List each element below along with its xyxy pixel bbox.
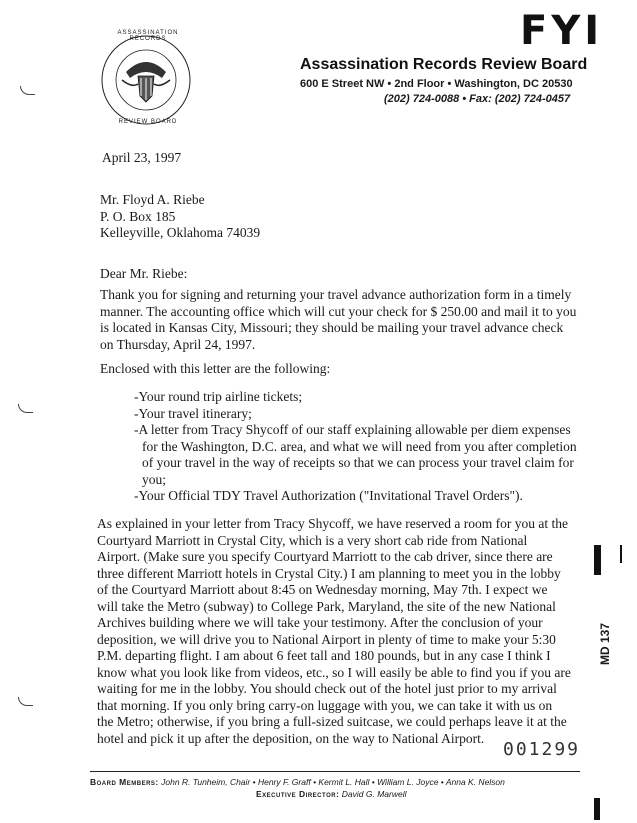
enclosure-list <box>134 389 577 505</box>
list-item-continuation: for the Washington, D.C. area, and what we will need from you after completion <box>142 438 577 454</box>
salutation: Dear Mr. Riebe: <box>100 266 188 281</box>
seal-text-top: ASSASSINATION RECORDS <box>117 30 179 42</box>
paragraph-line: As explained in your letter from Tracy Shycoff, we have reserved a room for you at the <box>97 516 568 531</box>
paragraph-1 <box>100 287 576 353</box>
board-members-list: John R. Tunheim, Chair • Henry F. Graff • Kermit L. Hall • William L. Joyce • Anna K. Nelson <box>161 777 505 787</box>
paragraph-line: the Metro; otherwise, if you bring a full-sized suitcase, we could perhaps leave it at the <box>97 714 567 729</box>
executive-director-label: Executive Director: <box>256 789 340 799</box>
paragraph-line: deposition, we will drive you to National Airport in plenty of time to make your 5:30 <box>97 631 556 647</box>
executive-director-name: David G. Marwell <box>341 789 407 799</box>
seal-text-bottom: REVIEW BOARD <box>118 119 178 125</box>
paragraph-line: on Thursday, April 24, 1997. <box>100 336 256 352</box>
paragraph-line: that morning. If you only bring carry-on luggage with you, we can take it with us on <box>97 697 553 713</box>
paragraph-line: P.M. departing flight. I am about 6 feet tall and 180 pounds, but in any case I think I <box>97 648 551 663</box>
paragraph-line: waiting for me in the lobby. You should check out of the hotel just prior to my arrival <box>97 681 557 696</box>
list-item: -Your round trip airline tickets; <box>134 389 303 404</box>
paragraph-line: manner. The accounting office which will cut your check for $ 250.00 and mail it to you <box>100 303 577 319</box>
paragraph-line: know what you look like from videos, etc., so I will easily be able to find you if you are <box>97 664 571 680</box>
edge-mark <box>594 545 601 575</box>
org-name: Assassination Records Review Board <box>300 56 588 73</box>
paragraph-line: is located in Kansas City, Missouri; they should be mailing your travel advance check <box>100 320 564 335</box>
paragraph-line: three different Marriott hotels in Crystal City.) I am planning to meet you in the lobby <box>97 565 561 581</box>
enclosed-intro: Enclosed with this letter are the following: <box>100 361 331 376</box>
paragraph-line: will take the Metro (subway) to College Park, Maryland, the site of the new National <box>97 598 556 614</box>
paragraph-line: of the Courtyard Marriott about 8:45 on Wednesday morning, May 7th. I expect we <box>97 582 548 597</box>
binder-hole <box>20 86 35 95</box>
edge-mark <box>594 798 600 820</box>
board-members <box>90 777 505 787</box>
edge-mark <box>620 545 622 563</box>
side-stamp: MD 137 <box>598 622 612 665</box>
list-item-continuation: of your travel in the way of receipts so that we can process your travel claim for <box>142 455 574 470</box>
paragraph-line: Archives building where we will take your testimony. After the conclusion of your <box>97 615 543 630</box>
recipient-line: Mr. Floyd A. Riebe <box>100 192 205 207</box>
seal-emblem <box>92 32 200 128</box>
paragraph-line: Airport. (Make sure you specify Courtyard Marriott to the cab driver, since there are <box>97 549 553 564</box>
footer-divider <box>90 771 580 772</box>
org-phones: (202) 724-0088 • Fax: (202) 724-0457 <box>384 93 571 105</box>
org-address: 600 E Street NW • 2nd Floor • Washington, DC 20530 <box>300 78 573 90</box>
recipient-line: Kelleyville, Oklahoma 74039 <box>100 225 261 240</box>
paragraph-line: Thank you for signing and returning your travel advance authorization form in a timely <box>100 287 572 302</box>
binder-hole <box>18 697 33 706</box>
executive-director <box>256 789 407 799</box>
recipient-address <box>100 192 260 242</box>
list-item: -Your Official TDY Travel Authorization ("Invitational Travel Orders"). <box>134 488 523 503</box>
list-item: -A letter from Tracy Shycoff of our staff explaining allowable per diem expenses <box>134 422 571 437</box>
paragraph-2 <box>97 516 571 747</box>
board-members-label: Board Members: <box>90 777 159 787</box>
letter-date: April 23, 1997 <box>102 150 182 165</box>
fyi-stamp: FYI <box>520 8 604 54</box>
list-item: -Your travel itinerary; <box>134 405 252 421</box>
paragraph-line: hotel and pick it up after the deposition, on the way to National Airport. <box>97 730 485 746</box>
paragraph-line: Courtyard Marriott in Crystal City, which is a very short cab ride from National <box>97 532 528 548</box>
list-item-continuation: you; <box>142 471 167 487</box>
document-number: 001299 <box>503 739 581 760</box>
recipient-line: P. O. Box 185 <box>100 208 176 224</box>
binder-hole <box>18 404 33 413</box>
